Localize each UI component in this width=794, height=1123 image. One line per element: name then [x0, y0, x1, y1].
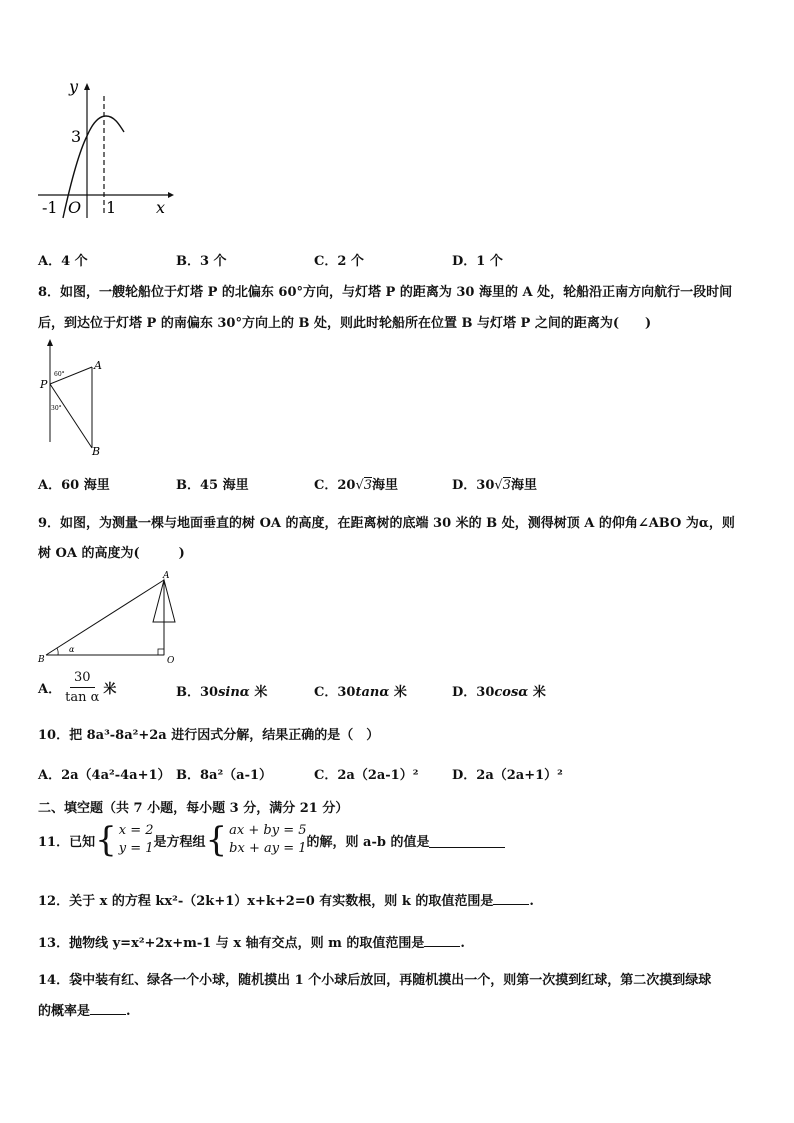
q9-stem-line1: 9．如图，为测量一棵与地面垂直的树 OA 的高度，在距离树的底端 30 米的 B 处，测得树顶 A 的仰角∠ABO 为α，则 — [38, 516, 735, 531]
sightline-ba — [46, 580, 164, 655]
x-axis-arrow — [168, 192, 174, 198]
equation-system — [206, 822, 307, 858]
lighthouse-figure — [36, 338, 116, 458]
q9-option-c-func: tanα — [355, 685, 390, 700]
section-heading: 二、填空题（共 7 小题，每小题 3 分，满分 21 分） — [38, 801, 349, 816]
y-axis-arrow — [84, 83, 90, 90]
north-arrow — [47, 339, 53, 346]
q9-option-c-suffix: 米 — [389, 685, 407, 700]
point-a-label: A — [163, 571, 170, 581]
point-o-label: O — [167, 656, 175, 666]
q14-end: . — [126, 1004, 131, 1019]
q10-option-a: A．2a（4a²-4a+1） — [38, 768, 171, 783]
q14-line2 — [38, 1000, 131, 1019]
q9-option-a-suffix: 米 — [103, 682, 117, 697]
q10-option-d: D．2a（2a+1）² — [452, 768, 563, 783]
parabola-graph — [30, 76, 180, 226]
point-p-label: P — [40, 378, 48, 391]
q9-option-d — [452, 681, 546, 700]
q8-stem-line2: 后，到达位于灯塔 P 的南偏东 30°方向上的 B 处，则此时轮船所在位置 B 与灯塔 P 之间的距离为( ) — [38, 316, 652, 331]
q11-mid: 是方程组 — [153, 834, 206, 850]
fraction — [61, 670, 103, 705]
q8-option-d-prefix: D．30 — [452, 478, 495, 493]
y-intercept-label: 3 — [71, 127, 82, 146]
q9-option-b-prefix: B．30 — [176, 685, 219, 700]
q8-option-b: B．45 海里 — [176, 478, 249, 493]
q10-option-c: C．2a（2a-1）² — [314, 768, 419, 783]
x-axis-label: x — [156, 198, 166, 217]
q7-option-b: B．3 个 — [176, 254, 227, 269]
q13-line — [38, 932, 465, 951]
q8-option-a: A．60 海里 — [38, 478, 110, 493]
q12-end: . — [529, 894, 534, 909]
point-b-label: B — [38, 655, 45, 665]
one-label: 1 — [106, 198, 117, 217]
q8-option-c-radicand: 3 — [363, 478, 373, 493]
q8-option-c-prefix: C．20 — [314, 478, 356, 493]
q8-option-d-radicand: 3 — [502, 478, 511, 493]
q12-text: 12．关于 x 的方程 kx²-（2k+1）x+k+2=0 有实数根，则 k 的取值范围是 — [38, 894, 494, 909]
q12-line — [38, 890, 534, 909]
q9-option-b — [176, 681, 267, 700]
segment-pb — [50, 384, 92, 448]
equation-system-solution — [95, 822, 153, 858]
q9-option-c-prefix: C．30 — [314, 685, 356, 700]
angle-60-label: 60° — [54, 371, 65, 378]
q9-stem-line2: 树 OA 的高度为( ) — [38, 546, 185, 561]
answer-blank[interactable] — [424, 934, 460, 947]
y-axis-label: y — [69, 77, 79, 96]
answer-blank[interactable] — [90, 1002, 126, 1015]
answer-blank[interactable] — [493, 892, 529, 905]
q11-line — [38, 822, 505, 858]
q11-suffix: 的解，则 a-b 的值是 — [306, 834, 430, 850]
sqrt-symbol: √ — [355, 478, 364, 493]
angle-30-label: 30° — [51, 405, 62, 412]
q13-end: . — [460, 936, 465, 951]
fraction-numerator: 30 — [70, 670, 95, 688]
sqrt-symbol: √ — [494, 478, 503, 493]
q8-stem-line1: 8．如图，一艘轮船位于灯塔 P 的北偏东 60°方向，与灯塔 P 的距离为 30 海里的 A 处，轮船沿正南方向航行一段时间 — [38, 285, 733, 300]
q13-text: 13．抛物线 y=x²+2x+m-1 与 x 轴有交点，则 m 的取值范围是 — [38, 936, 425, 951]
tree-figure — [36, 566, 186, 670]
q14-line1: 14．袋中装有红、绿各一个小球，随机摸出 1 个小球后放回，再随机摸出一个，则第一次摸到红球，第二次摸到绿球 — [38, 973, 712, 988]
left-brace: { — [205, 820, 228, 860]
q9-option-b-func: sinα — [218, 685, 250, 700]
left-brace: { — [95, 820, 117, 860]
alpha-label: α — [69, 645, 75, 654]
q9-option-b-suffix: 米 — [249, 685, 268, 700]
solution-row-x: x = 2 — [118, 823, 154, 838]
neg-one-label: -1 — [42, 198, 58, 217]
q9-option-c — [314, 681, 407, 700]
point-a-label: A — [94, 359, 102, 372]
equation-row-1: ax + by = 5 — [229, 823, 307, 838]
solution-row-y: y = 1 — [118, 841, 154, 856]
q9-option-a — [38, 670, 116, 705]
q7-option-c: C．2 个 — [314, 254, 364, 269]
q10-option-b: B．8a²（a-1） — [176, 768, 273, 783]
equation-row-2: bx + ay = 1 — [229, 841, 307, 856]
point-b-label: B — [92, 445, 101, 458]
q14-text: 的概率是 — [38, 1004, 91, 1019]
q9-option-d-suffix: 米 — [528, 685, 546, 700]
q10-stem: 10．把 8a³-8a²+2a 进行因式分解，结果正确的是（ ） — [38, 728, 380, 743]
q7-option-d: D．1 个 — [452, 254, 503, 269]
q9-option-d-func: cosα — [494, 685, 529, 700]
q8-option-c-suffix: 海里 — [372, 478, 399, 493]
q11-prefix: 11．已知 — [38, 834, 96, 850]
right-angle-mark — [158, 649, 164, 655]
q8-option-c — [314, 474, 398, 493]
q9-option-a-prefix: A． — [38, 682, 62, 697]
q8-option-d — [452, 474, 537, 493]
q8-option-d-suffix: 海里 — [510, 478, 537, 493]
fraction-denominator: tan α — [65, 690, 100, 705]
alpha-arc — [57, 648, 58, 655]
answer-blank[interactable] — [429, 833, 505, 848]
origin-label: O — [68, 198, 82, 217]
q7-option-a: A．4 个 — [38, 254, 88, 269]
q9-option-d-prefix: D．30 — [452, 685, 495, 700]
